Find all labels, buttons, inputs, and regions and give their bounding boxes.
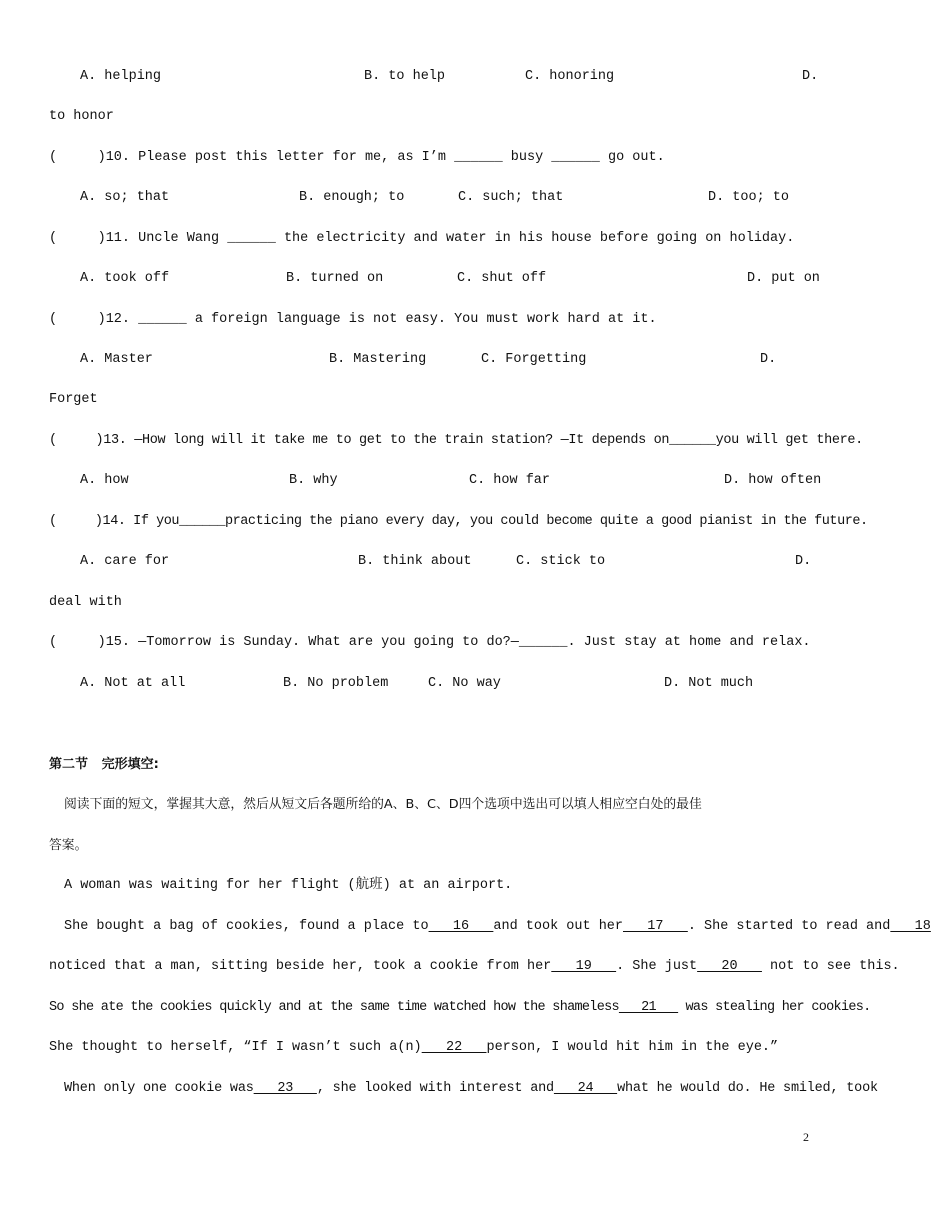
q11-option-c: C. shut off xyxy=(457,271,547,286)
q10-option-a: A. so; that xyxy=(80,190,170,205)
q15-option-a: A. Not at all xyxy=(80,676,186,691)
q12-option-a: A. Master xyxy=(80,352,153,367)
q9-option-c: C. honoring xyxy=(525,69,615,84)
passage-line: She thought to herself, “If I wasn’t such a(n) 22 person, I would hit him in the eye.” xyxy=(49,1040,779,1055)
q14-option-a: A. care for xyxy=(80,554,170,569)
q9-option-b: B. to help xyxy=(364,69,446,84)
q14-option-d-text: deal with xyxy=(49,595,122,610)
passage-line: She bought a bag of cookies, found a place to 16 and took out her 17 . She started to read and 18 xyxy=(64,919,931,934)
q10-stem: ( )10. Please post this letter for me, as I’m ______ busy ______ go out. xyxy=(49,150,665,165)
q14-stem: ( )14. If you______practicing the piano every day, you could become quite a good pianist in the future. xyxy=(49,514,868,529)
q15-stem: ( )15. —Tomorrow is Sunday. What are you going to do?—______. Just stay at home and relax. xyxy=(49,635,811,650)
q14-option-d: D. xyxy=(795,554,812,569)
q13-option-a: A. how xyxy=(80,473,129,488)
q13-option-b: B. why xyxy=(289,473,338,488)
passage-line: So she ate the cookies quickly and at the same time watched how the shameless 21 was stealing her cookies. xyxy=(49,1000,871,1015)
q10-option-c: C. such; that xyxy=(458,190,564,205)
q12-stem: ( )12. ______ a foreign language is not easy. You must work hard at it. xyxy=(49,312,657,327)
blank-21: 21 xyxy=(618,1000,679,1015)
q11-stem: ( )11. Uncle Wang ______ the electricity and water in his house before going on holiday. xyxy=(49,231,795,246)
q10-option-b: B. enough; to xyxy=(299,190,405,205)
q12-option-d: D. xyxy=(760,352,777,367)
section-heading: 第二节 完形填空: xyxy=(49,757,159,772)
q15-option-c: C. No way xyxy=(428,676,501,691)
blank-18: 18 xyxy=(890,919,931,934)
blank-16: 16 xyxy=(428,919,494,934)
blank-17: 17 xyxy=(623,919,688,934)
q11-option-a: A. took off xyxy=(80,271,170,286)
blank-20: 20 xyxy=(697,959,762,974)
blank-19: 19 xyxy=(551,959,617,974)
blank-22: 22 xyxy=(421,1040,487,1055)
q11-option-d: D. put on xyxy=(747,271,820,286)
page-number: 2 xyxy=(803,1130,809,1144)
q13-stem: ( )13. —How long will it take me to get to the train station? —It depends on______you will get there. xyxy=(49,433,863,448)
q12-option-d-text: Forget xyxy=(49,392,98,407)
q9-option-d-text: to honor xyxy=(49,109,114,124)
passage-line: A woman was waiting for her flight (航班) at an airport. xyxy=(64,878,513,893)
q13-option-c: C. how far xyxy=(469,473,551,488)
q15-option-d: D. Not much xyxy=(664,676,754,691)
q10-option-d: D. too; to xyxy=(708,190,790,205)
section-instructions-cont: 答案。 xyxy=(49,838,88,853)
q11-option-b: B. turned on xyxy=(286,271,384,286)
blank-24: 24 xyxy=(553,1081,618,1096)
passage-line: When only one cookie was 23 , she looked with interest and 24 what he would do. He smiled, took xyxy=(64,1081,878,1096)
q14-option-c: C. stick to xyxy=(516,554,606,569)
q9-option-d: D. xyxy=(802,69,819,84)
section-instructions: 阅读下面的短文，掌握其大意，然后从短文后各题所给的A、B、C、D四个选项中选出可以填人相应空白处的最佳 xyxy=(64,797,702,812)
passage-line: noticed that a man, sitting beside her, took a cookie from her 19 . She just 20 not to see this. xyxy=(49,959,900,974)
q12-option-b: B. Mastering xyxy=(329,352,427,367)
q15-option-b: B. No problem xyxy=(283,676,389,691)
blank-23: 23 xyxy=(253,1081,317,1096)
q14-option-b: B. think about xyxy=(358,554,472,569)
q9-option-a: A. helping xyxy=(80,69,162,84)
q12-option-c: C. Forgetting xyxy=(481,352,587,367)
q13-option-d: D. how often xyxy=(724,473,822,488)
